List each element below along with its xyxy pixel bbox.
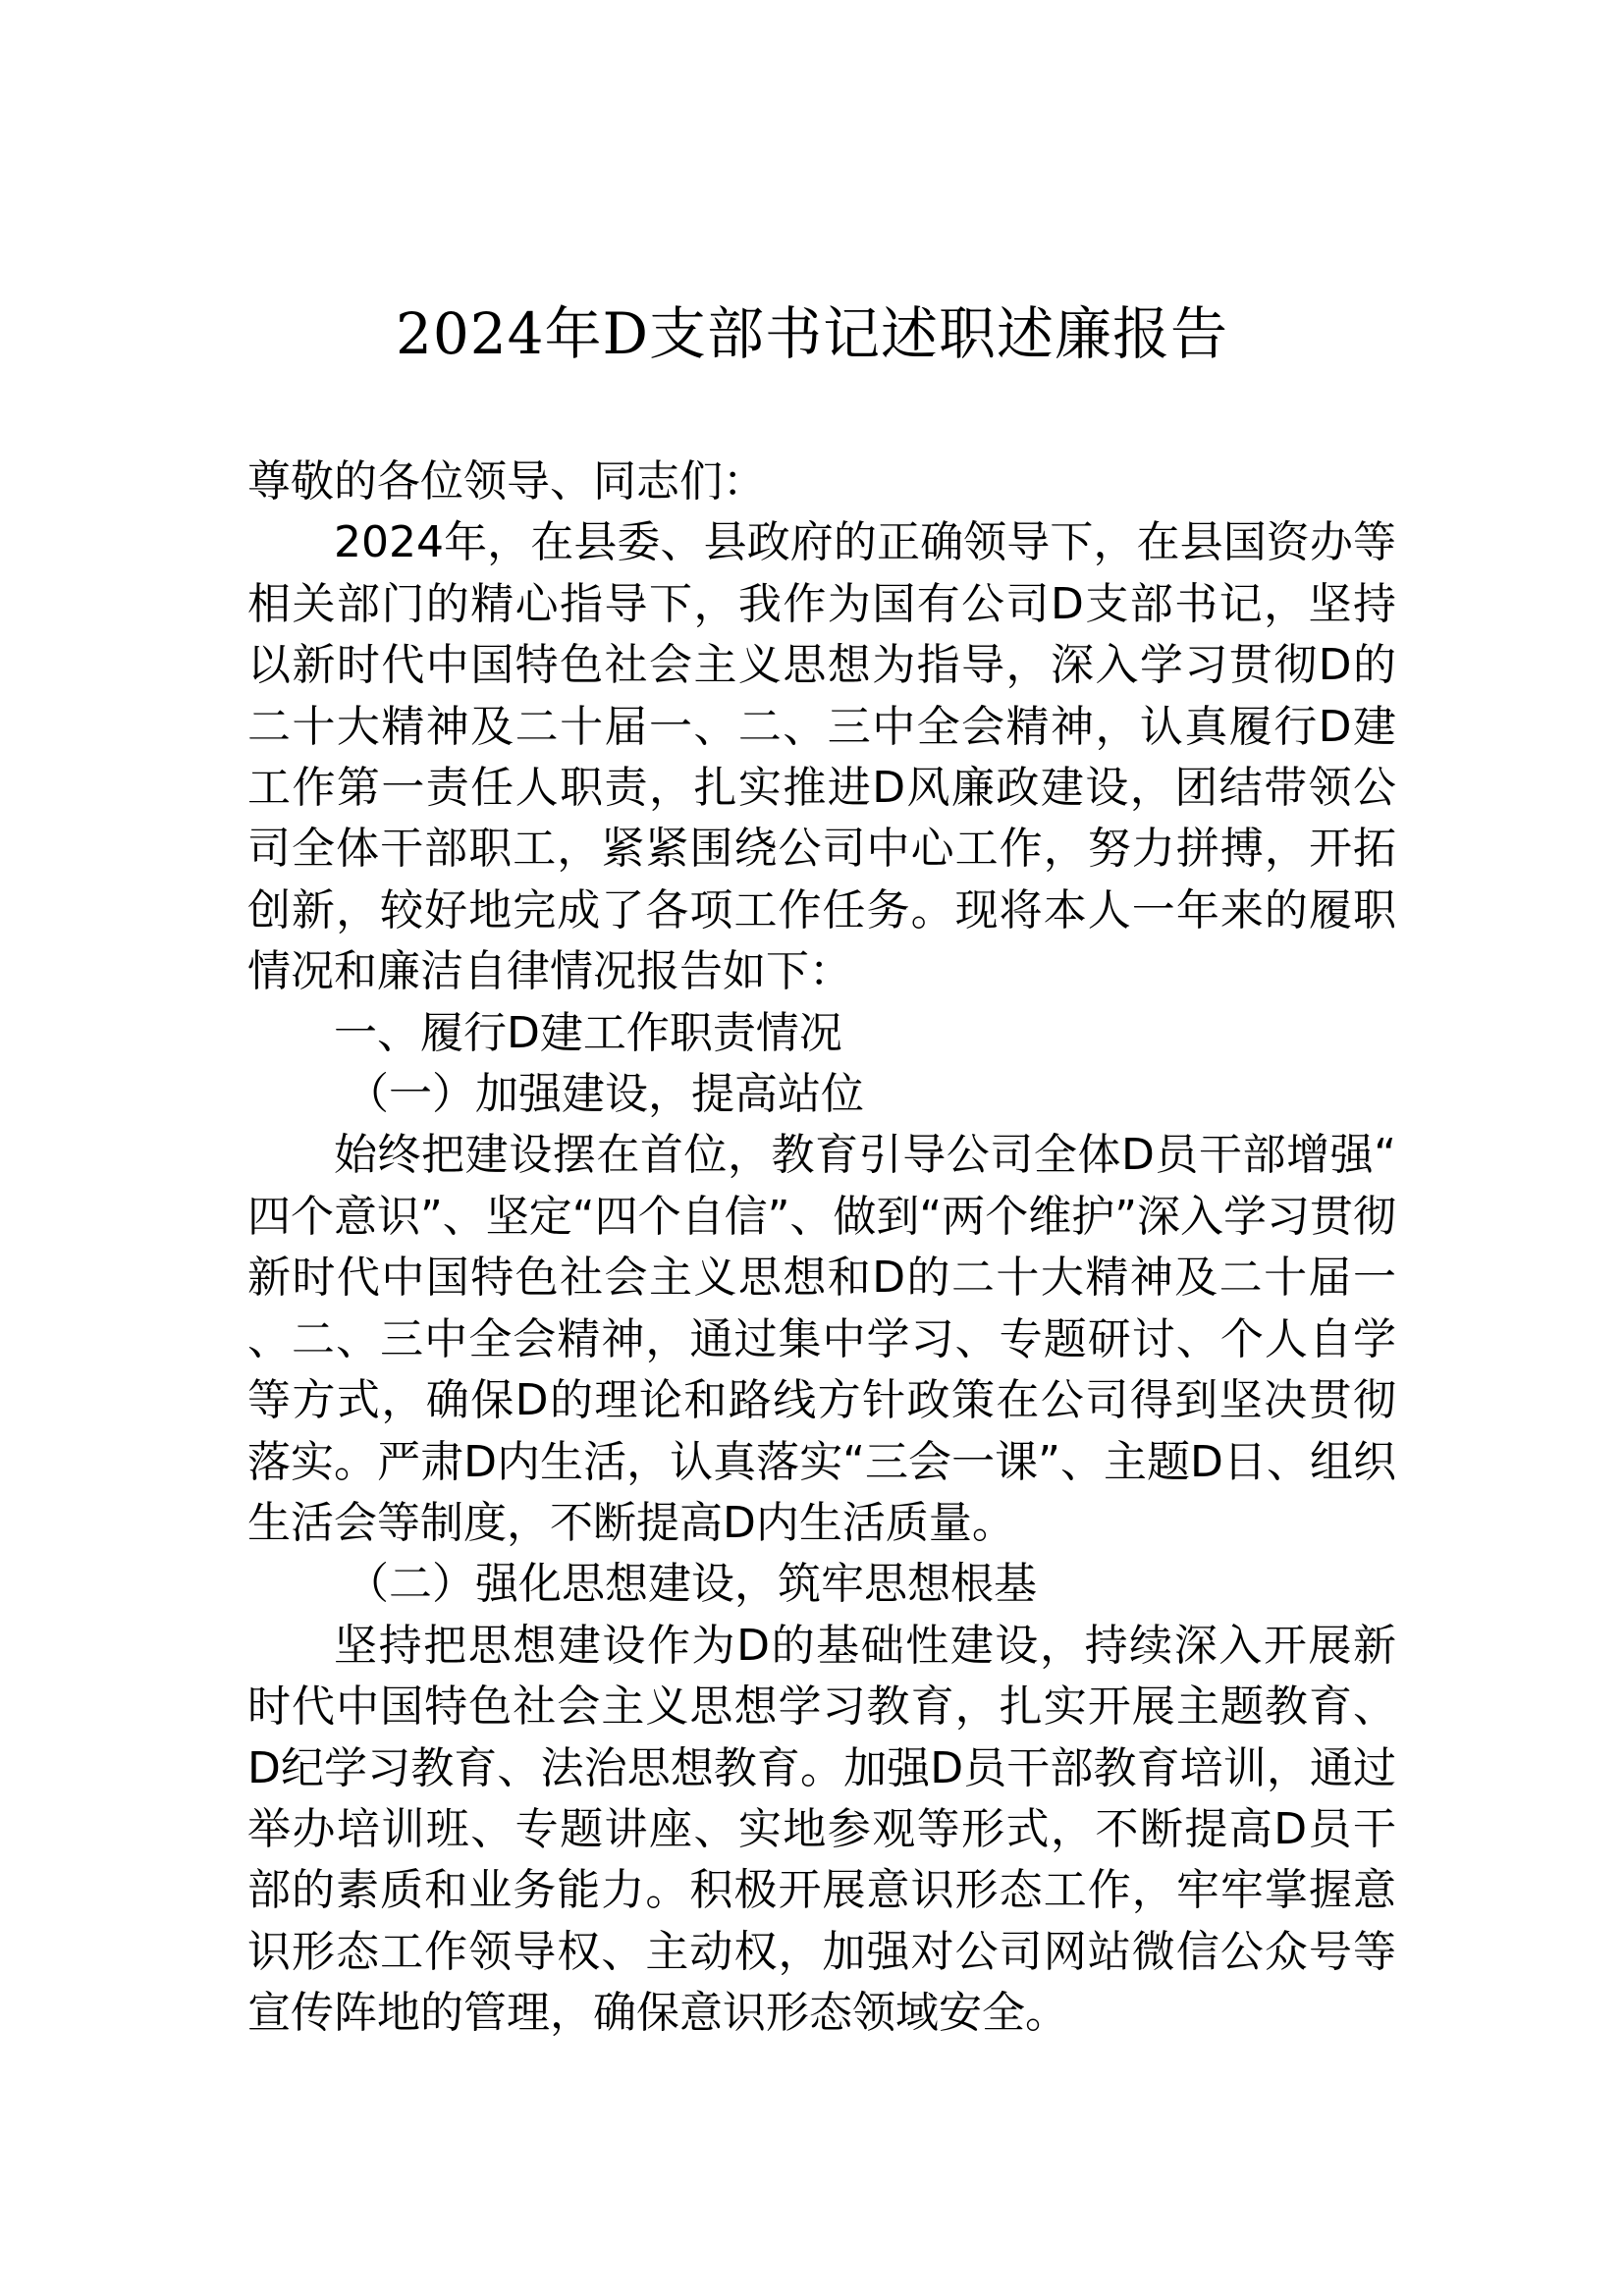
section-heading-1: 一、履行D建工作职责情况: [334, 1007, 842, 1058]
subsection-heading-2: （二）强化思想建设，筑牢思想根基: [346, 1559, 1037, 1610]
document-title: 2024年D支部书记述职述廉报告: [395, 300, 1229, 367]
subsection-2-paragraph: 坚持把思想建设作为D的基础性建设，持续深入开展新时代中国特色社会主义思想学习教育，扎实开展主题教育、D纪学习教育、法治思想教育。加强D员干部教育培训，通过举办培训班、专题讲座、实地参观等形式，不断提高D员干部的素质和业务能力。积极开展意识形态工作，牢牢掌握意识形态工作领导权、主动权，加强对公司网站微信公众号等宣传阵地的管理，确保意识形态领域安全。: [247, 1620, 1396, 2039]
salutation: 尊敬的各位领导、同志们：: [247, 456, 766, 507]
intro-paragraph: 2024年，在县委、县政府的正确领导下，在县国资办等相关部门的精心指导下，我作为国有公司D支部书记，坚持以新时代中国特色社会主义思想为指导，深入学习贯彻D的二十大精神及二十届一、二、三中全会精神，认真履行D建工作第一责任人职责，扎实推进D风廉政建设，团结带领公司全体干部职工，紧紧围绕公司中心工作，努力拼搏，开拓创新，较好地完成了各项工作任务。现将本人一年来的履职情况和廉洁自律情况报告如下：: [247, 517, 1396, 997]
document-body: [247, 452, 1396, 2045]
subsection-heading-1: （一）加强建设，提高站位: [346, 1069, 864, 1120]
subsection-1-paragraph: 始终把建设摆在首位，教育引导公司全体D员干部增强“四个意识”、坚定“四个自信”、做到“两个维护”深入学习贯彻新时代中国特色社会主义思想和D的二十大精神及二十届一、二、三中全会精神，通过集中学习、专题研讨、个人自学等方式，确保D的理论和路线方针政策在公司得到坚决贯彻落实。严肃D内生活，认真落实“三会一课”、主题D日、组织生活会等制度，不断提高D内生活质量。: [247, 1130, 1396, 1548]
